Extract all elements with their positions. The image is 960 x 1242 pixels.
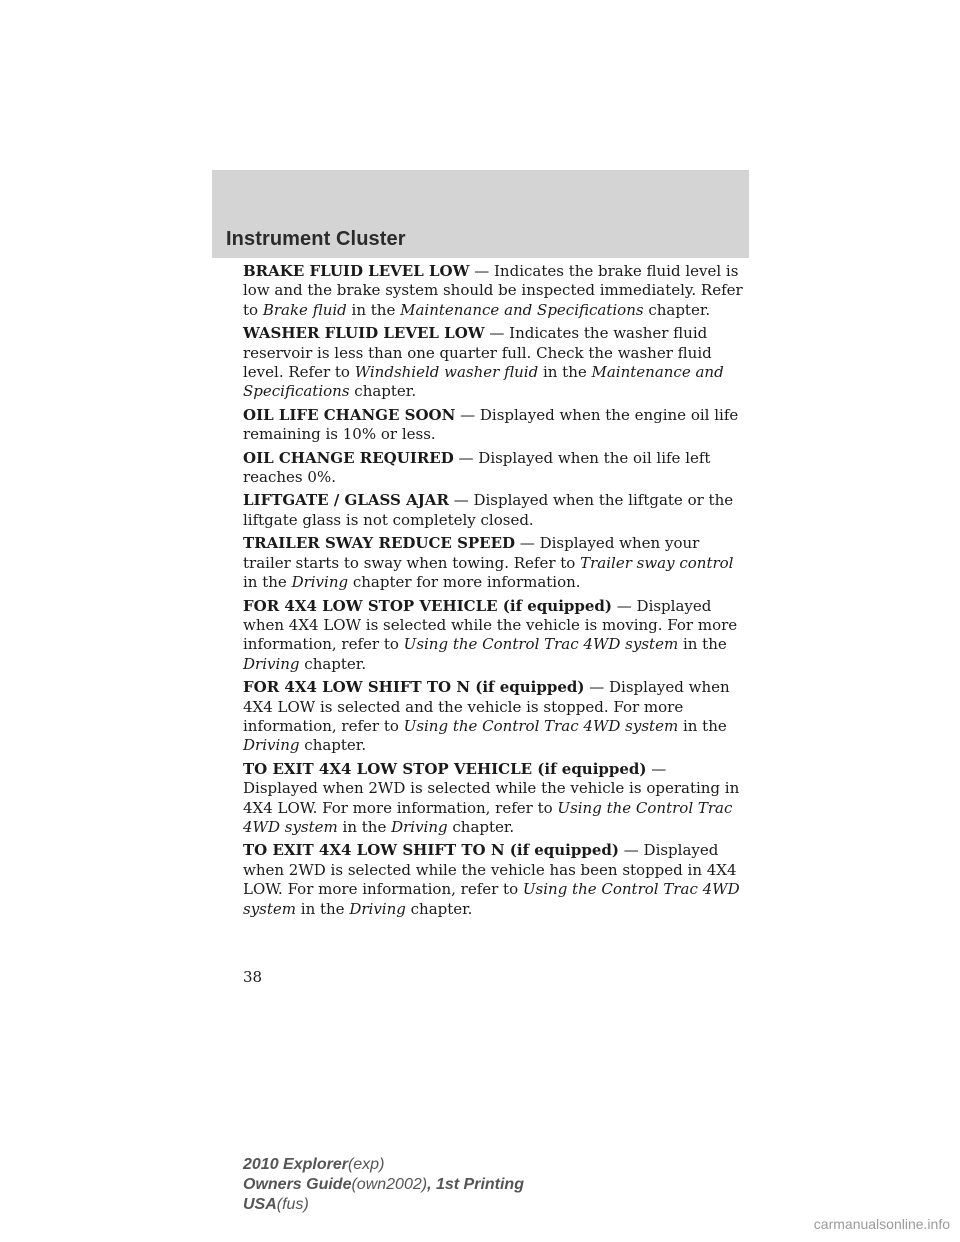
footer-printing: , 1st Printing <box>427 1176 524 1193</box>
entry-reference: Using the Control Trac 4WD system <box>403 635 679 654</box>
entry-term: WASHER FLUID LEVEL LOW <box>243 324 485 343</box>
footer-guide: Owners Guide <box>243 1176 352 1193</box>
entry-reference: Trailer sway control <box>580 553 734 572</box>
entry-text: in the <box>337 817 392 836</box>
entry-oil-change-required <box>243 449 743 488</box>
chapter-header-band <box>212 170 749 258</box>
entry-text: — Displayed when 2WD is selected while the vehicle has been stopped in 4X4 LOW. For more information, refer to <box>243 841 737 899</box>
entry-text: chapter. <box>299 736 367 755</box>
entry-text: chapter. <box>447 817 515 836</box>
footer-market-code: (fus) <box>276 1196 309 1213</box>
entry-to-exit-4x4-low-stop-vehicle <box>243 760 743 838</box>
entry-text: — Displayed when 4X4 LOW is selected while the vehicle is moving. For more information, refer to <box>243 596 738 654</box>
entry-chapter-reference: Driving <box>291 573 349 592</box>
entry-trailer-sway-reduce-speed <box>243 534 743 592</box>
entry-chapter-reference: Maintenance and Specifications <box>243 363 724 401</box>
footer-market: USA <box>243 1196 277 1213</box>
entry-text: in the <box>678 635 727 654</box>
entry-reference: Using the Control Trac 4WD system <box>243 798 733 836</box>
entry-chapter-reference: Driving <box>391 817 448 836</box>
entry-reference: Using the Control Trac 4WD system <box>403 716 679 735</box>
footer-guide-code: (own2002) <box>351 1176 428 1193</box>
entry-term: TO EXIT 4X4 LOW STOP VEHICLE (if equipped) <box>243 759 647 778</box>
entry-text: in the <box>243 573 292 592</box>
entry-chapter-reference: Driving <box>349 899 406 918</box>
footer-model: 2010 Explorer <box>243 1156 348 1173</box>
entry-chapter-reference: Driving <box>243 654 300 673</box>
entry-text: — Displayed when the oil life left reaches 0%. <box>243 448 711 487</box>
footer-line-model <box>243 1155 524 1175</box>
entry-text: in the <box>296 899 350 918</box>
entry-text: — Displayed when 2WD is selected while the vehicle is operating in 4X4 LOW. For more information, refer to <box>243 759 740 817</box>
entry-text: — Indicates the brake fluid level is low and the brake system should be inspected immediately. Refer to <box>243 262 743 319</box>
entry-term: OIL LIFE CHANGE SOON <box>243 405 456 424</box>
footer-line-market <box>243 1195 524 1215</box>
entry-oil-life-change-soon <box>243 406 743 445</box>
entry-text: — Displayed when the liftgate or the liftgate glass is not completely closed. <box>243 491 734 529</box>
footer-model-code: (exp) <box>347 1156 385 1173</box>
entry-text: — Displayed when your trailer starts to sway when towing. Refer to <box>243 534 700 572</box>
entry-reference: Windshield washer fluid <box>354 363 539 382</box>
entry-reference: Using the Control Trac 4WD system <box>243 880 740 918</box>
page-number: 38 <box>243 968 263 986</box>
entry-text: chapter for more information. <box>348 573 581 592</box>
watermark-link[interactable]: carmanualsonline.info <box>813 1216 950 1232</box>
entry-liftgate-glass-ajar <box>243 491 743 530</box>
entry-text: chapter. <box>299 654 367 673</box>
entry-text: — Displayed when 4X4 LOW is selected and the vehicle is stopped. For more information, refer to <box>243 678 730 735</box>
entry-brake-fluid-level-low <box>243 262 743 320</box>
entry-washer-fluid-level-low <box>243 324 743 402</box>
entry-text: — Indicates the washer fluid reservoir is less than one quarter full. Check the washer fluid level. Refer to <box>243 324 712 382</box>
entry-for-4x4-low-stop-vehicle <box>243 597 743 675</box>
entry-reference: Brake fluid <box>262 300 347 319</box>
entry-to-exit-4x4-low-shift-to-n <box>243 841 743 919</box>
print-footer <box>243 1155 524 1215</box>
entry-chapter-reference: Driving <box>243 736 300 755</box>
entry-term: BRAKE FLUID LEVEL LOW <box>243 262 470 280</box>
entry-text: chapter. <box>643 300 711 319</box>
chapter-title: Instrument Cluster <box>226 228 406 250</box>
entry-text: in the <box>678 716 727 735</box>
entry-text: — Displayed when the engine oil life remaining is 10% or less. <box>243 405 739 444</box>
entry-for-4x4-low-shift-to-n <box>243 678 743 756</box>
entry-text: in the <box>538 363 592 382</box>
footer-line-guide <box>243 1175 524 1195</box>
entry-text: chapter. <box>405 899 473 918</box>
entry-chapter-reference: Maintenance and Specifications <box>400 300 644 319</box>
entry-term: TO EXIT 4X4 LOW SHIFT TO N (if equipped) <box>243 841 619 860</box>
message-list <box>243 262 743 923</box>
entry-term: OIL CHANGE REQUIRED <box>243 448 454 467</box>
entry-text: chapter. <box>349 382 417 401</box>
entry-term: LIFTGATE / GLASS AJAR <box>243 491 449 510</box>
entry-term: FOR 4X4 LOW STOP VEHICLE (if equipped) <box>243 596 612 615</box>
entry-text: in the <box>346 300 401 319</box>
entry-term: FOR 4X4 LOW SHIFT TO N (if equipped) <box>243 678 585 697</box>
entry-term: TRAILER SWAY REDUCE SPEED <box>243 534 516 553</box>
